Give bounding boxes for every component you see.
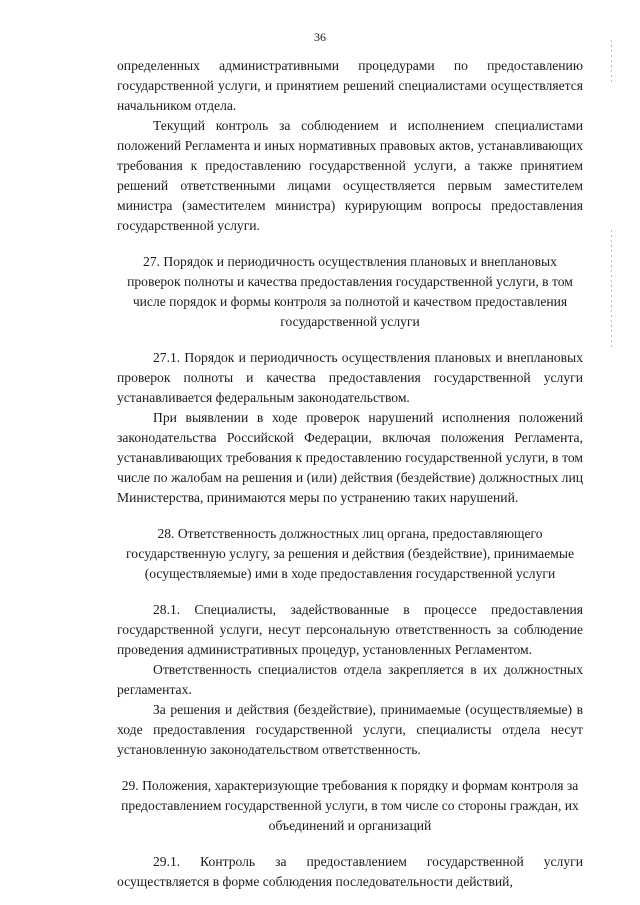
paragraph: 27.1. Порядок и периодичность осуществления плановых и внеплановых проверок полноты и качества предоставления государственной услуги устанавливается федеральным законодательством. bbox=[117, 350, 583, 405]
section-heading-28: 28. Ответственность должностных лиц органа, предоставляющего государственную услугу, за решения и действия (бездействие), принимаемые (осуществляемые) ими в ходе предоставления государственной услуги bbox=[125, 526, 574, 581]
document-body bbox=[117, 56, 583, 892]
scan-edge-mark bbox=[611, 230, 612, 350]
section-heading-27: 27. Порядок и периодичность осуществления плановых и внеплановых проверок полноты и качества предоставления государственной услуги, в том числе порядок и формы контроля за полнотой и качеством предоставления государственной услуги bbox=[127, 254, 573, 329]
paragraph: Текущий контроль за соблюдением и исполнением специалистами положений Регламента и иных нормативных правовых актов, устанавливающих требования к предоставлению государственной услуги, а также принятием решений ответственными лицами осуществляется первым заместителем министра (заместителем министра) курирующим вопросы предоставления государственной услуги. bbox=[117, 118, 583, 233]
scan-edge-mark bbox=[611, 40, 612, 85]
paragraph: За решения и действия (бездействие), принимаемые (осуществляемые) в ходе предоставления государственной услуги, специалисты отдела несут установленную законодательством ответственность. bbox=[117, 702, 583, 757]
section-heading-29: 29. Положения, характеризующие требования к порядку и формам контроля за предоставлением государственной услуги, в том числе со стороны граждан, их объединений и организаций bbox=[121, 778, 579, 833]
paragraph: определенных административными процедурами по предоставлению государственной услуги, и принятием решений специалистами осуществляется начальником отдела. bbox=[117, 58, 583, 113]
page-number: 36 bbox=[314, 30, 326, 44]
paragraph: Ответственность специалистов отдела закрепляется в их должностных регламентах. bbox=[117, 662, 583, 697]
paragraph: 29.1. Контроль за предоставлением государственной услуги осуществляется в форме соблюдения последовательности действий, bbox=[117, 854, 583, 889]
paragraph: При выявлении в ходе проверок нарушений исполнения положений законодательства Российской Федерации, включая положения Регламента, устанавливающих требования к предоставлению государственной услуги, в том числе по жалобам на решения и (или) действия (бездействие) должностных лиц Министерства, принимаются меры по устранению таких нарушений. bbox=[117, 410, 583, 505]
paragraph: 28.1. Специалисты, задействованные в процессе предоставления государственной услуги, несут персональную ответственность за соблюдение проведения административных процедур, установленных Регламентом. bbox=[117, 602, 583, 657]
